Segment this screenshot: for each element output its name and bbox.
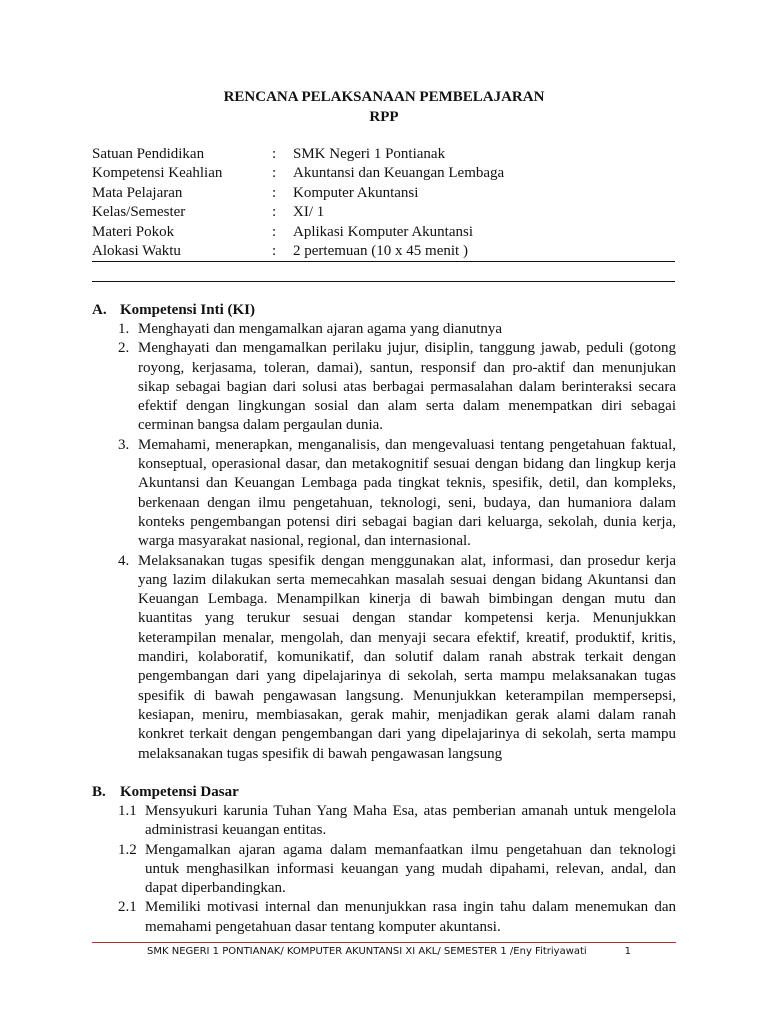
footer-text: SMK NEGERI 1 PONTIANAK/ KOMPUTER AKUNTANSI XI AKL/ SEMESTER 1 /Eny Fitriyawati (147, 946, 587, 957)
identity-value: SMK Negeri 1 Pontianak (293, 146, 446, 162)
item-text: Memiliki motivasi internal dan menunjukkan rasa ingin tahu dalam menemukan dan memahami pengetahuan dasar tentang komputer akuntansi. (145, 899, 676, 935)
identity-row (92, 146, 676, 165)
identity-value: 2 pertemuan (10 x 45 menit ) (293, 242, 468, 259)
identity-label: Alokasi Waktu (92, 242, 181, 259)
list-item (116, 320, 676, 339)
kompetensi-inti-list (116, 320, 676, 764)
list-item (116, 552, 676, 764)
item-text: Memahami, menerapkan, menganalisis, dan mengevaluasi tentang pengetahuan faktual, konseptual, operasional dasar, dan metakognitif sesuai dengan bidang dan lingkup kerja Akuntansi dan Keuangan Lembaga pada tingkat teknis, spesifik, detil, dan kompleks, berkenaan dengan ilmu pengetahuan, teknologi, seni, budaya, dan humaniora dalam konteks pengembangan potensi diri sebagai bagian dari keluarga, sekolah, dunia kerja, warga masyarakat nasional, regional, dan internasional. (138, 436, 676, 550)
page-number: 1 (624, 946, 631, 957)
item-number: 2. (118, 340, 130, 357)
identity-separator: : (272, 146, 277, 162)
identity-label: Kompetensi Keahlian (92, 165, 223, 182)
list-item (116, 841, 676, 899)
item-number: 3. (118, 436, 130, 453)
item-text: Mengamalkan ajaran agama dalam memanfaatkan ilmu pengetahuan dan teknologi untuk menghasilkan informasi keuangan yang mudah dipahami, relevan, andal, dan dapat diperbandingkan. (145, 841, 676, 897)
identity-row (92, 204, 676, 223)
item-number: 1.2 (118, 841, 137, 858)
kompetensi-dasar-list (116, 802, 676, 937)
divider-line (92, 261, 675, 262)
identity-value: Komputer Akuntansi (293, 184, 419, 201)
identity-row (92, 165, 676, 184)
item-number: 1. (118, 321, 130, 337)
item-text: Menghayati dan mengamalkan perilaku jujur, disiplin, tanggung jawab, peduli (gotong royong, kerjasama, toleran, damai), santun, responsif dan pro-aktif dan menunjukan sikap sebagai bagian dari solusi atas berbagai permasalahan dalam berinteraksi secara efektif dengan lingkungan sosial dan alam serta dalam menempatkan diri sebagai cerminan bangsa dalam pergaulan dunia. (138, 340, 676, 434)
identity-row (92, 185, 676, 204)
identity-value: Akuntansi dan Keuangan Lembaga (293, 165, 505, 182)
identity-row (92, 224, 676, 243)
identity-label: Kelas/Semester (92, 204, 186, 221)
list-item (116, 339, 676, 435)
section-title: Kompetensi Dasar (120, 784, 239, 800)
identity-value: XI/ 1 (293, 204, 325, 221)
identity-value: Aplikasi Komputer Akuntansi (293, 223, 473, 240)
identity-label: Mata Pelajaran (92, 184, 183, 201)
identity-row (92, 243, 676, 262)
document-subtitle: RPP (369, 109, 399, 125)
item-number: 2.1 (118, 899, 137, 916)
item-text: Menghayati dan mengamalkan ajaran agama yang dianutnya (138, 321, 503, 337)
identity-label: Satuan Pendidikan (92, 146, 205, 162)
list-item (116, 802, 676, 841)
list-item (116, 898, 676, 937)
identity-separator: : (272, 165, 277, 182)
item-text: Melaksanakan tugas spesifik dengan menggunakan alat, informasi, dan prosedur kerja yang lazim dilakukan serta memecahkan masalah sesuai dengan bidang Akuntansi dan Keuangan Lembaga. Menampilkan kinerja di bawah bimbingan dengan mutu dan kuantitas yang terukur sesuai dengan standar kompetensi kerja. Menunjukkan keterampilan menalar, mengolah, dan menyaji secara efektif, kreatif, produktif, kritis, mandiri, kolaboratif, komunikatif, dan solutif dalam ranah abstrak terkait dengan pengembangan dari yang dipelajarinya di sekolah, serta mampu melaksanakan tugas spesifik di bawah pengawasan langsung. Menunjukkan keterampilan mempersepsi, kesiapan, meniru, membiasakan, gerak mahir, menjadikan gerak alami dalam ranah konkret terkait dengan pengembangan dari yang dipelajarinya di sekolah, serta mampu melaksanakan tugas spesifik di bawah pengawasan langsung (138, 552, 676, 762)
item-number: 4. (118, 552, 130, 569)
identity-separator: : (272, 204, 277, 221)
identity-label: Materi Pokok (92, 223, 175, 240)
divider-line (92, 281, 675, 282)
section-letter: B. (92, 784, 106, 800)
item-number: 1.1 (118, 803, 137, 819)
section-letter: A. (92, 302, 107, 318)
identity-separator: : (272, 184, 277, 201)
page-footer (147, 946, 637, 957)
document-title: RENCANA PELAKSANAAN PEMBELAJARAN (223, 89, 545, 105)
list-item (116, 436, 676, 552)
section-title: Kompetensi Inti (KI) (120, 302, 255, 318)
footer-divider (92, 942, 676, 943)
identity-table (92, 146, 676, 262)
identity-separator: : (272, 223, 277, 240)
identity-separator: : (272, 242, 277, 259)
item-text: Mensyukuri karunia Tuhan Yang Maha Esa, atas pemberian amanah untuk mengelola administrasi keuangan entitas. (145, 803, 676, 839)
